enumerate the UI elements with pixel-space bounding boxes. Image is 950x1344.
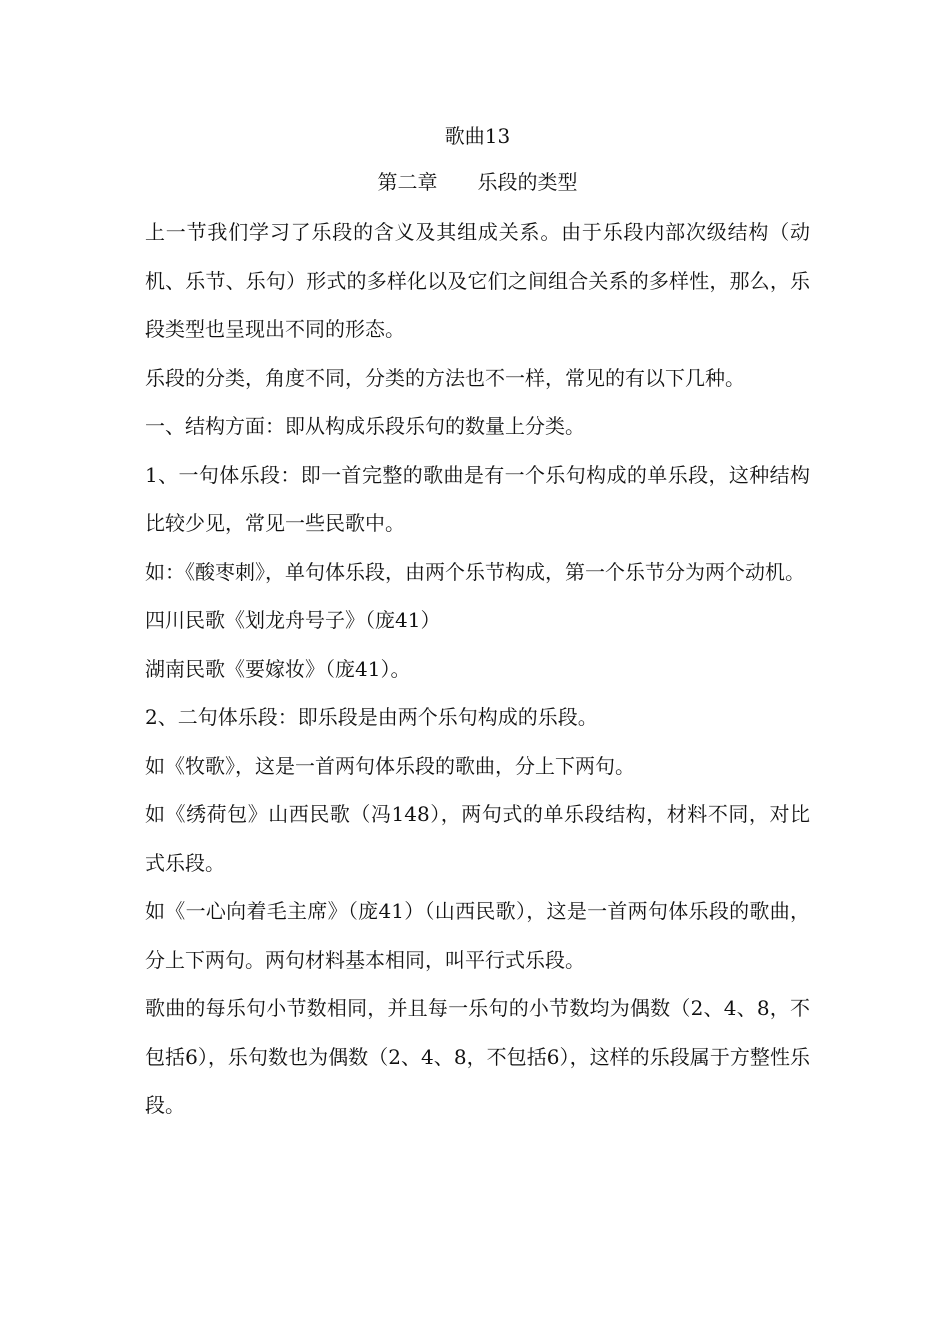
paragraph-square-period: 歌曲的每乐句小节数相同，并且每一乐句的小节数均为偶数（2、4、8，不包括6），乐句数也为偶数（2、4、8，不包括6），这样的乐段属于方整性乐段。 [145,996,810,1117]
paragraph-structure-heading: 一、结构方面：即从构成乐段乐句的数量上分类。 [145,414,585,438]
paragraph-example-xiuhebao: 如《绣荷包》山西民歌（冯148），两句式的单乐段结构，材料不同，对比式乐段。 [145,802,810,875]
paragraph-example-yixin: 如《一心向着毛主席》（庞41）（山西民歌），这是一首两句体乐段的歌曲，分上下两句。两句材料基本相同，叫平行式乐段。 [145,899,810,972]
chapter-number: 第二章 [377,170,438,194]
paragraph-example-sichuan: 四川民歌《划龙舟号子》（庞41） [145,608,441,632]
paragraph-one-sentence: 1、一句体乐段：即一首完整的歌曲是有一个乐句构成的单乐段，这种结构比较少见，常见一些民歌中。 [145,462,810,535]
paragraph-intro: 上一节我们学习了乐段的含义及其组成关系。由于乐段内部次级结构（动机、乐节、乐句）形式的多样化以及它们之间组合关系的多样性，那么，乐段类型也呈现出不同的形态。 [145,220,810,341]
document-title: 歌曲13 [444,124,511,148]
paragraph-example-muge: 如《牧歌》，这是一首两句体乐段的歌曲，分上下两句。 [145,753,635,778]
paragraph-example-suanzaoci: 如：《酸枣刺》，单句体乐段，由两个乐节构成，第一个乐节分为两个动机。 [145,559,805,584]
paragraph-classification: 乐段的分类，角度不同，分类的方法也不一样，常见的有以下几种。 [145,365,745,390]
chapter-heading [145,162,810,208]
document-page [145,118,810,1130]
paragraph-example-hunan: 湖南民歌《要嫁妆》（庞41）。 [145,656,411,681]
chapter-name: 乐段的类型 [477,170,578,194]
paragraph-two-sentence: 2、二句体乐段：即乐段是由两个乐句构成的乐段。 [145,705,598,729]
